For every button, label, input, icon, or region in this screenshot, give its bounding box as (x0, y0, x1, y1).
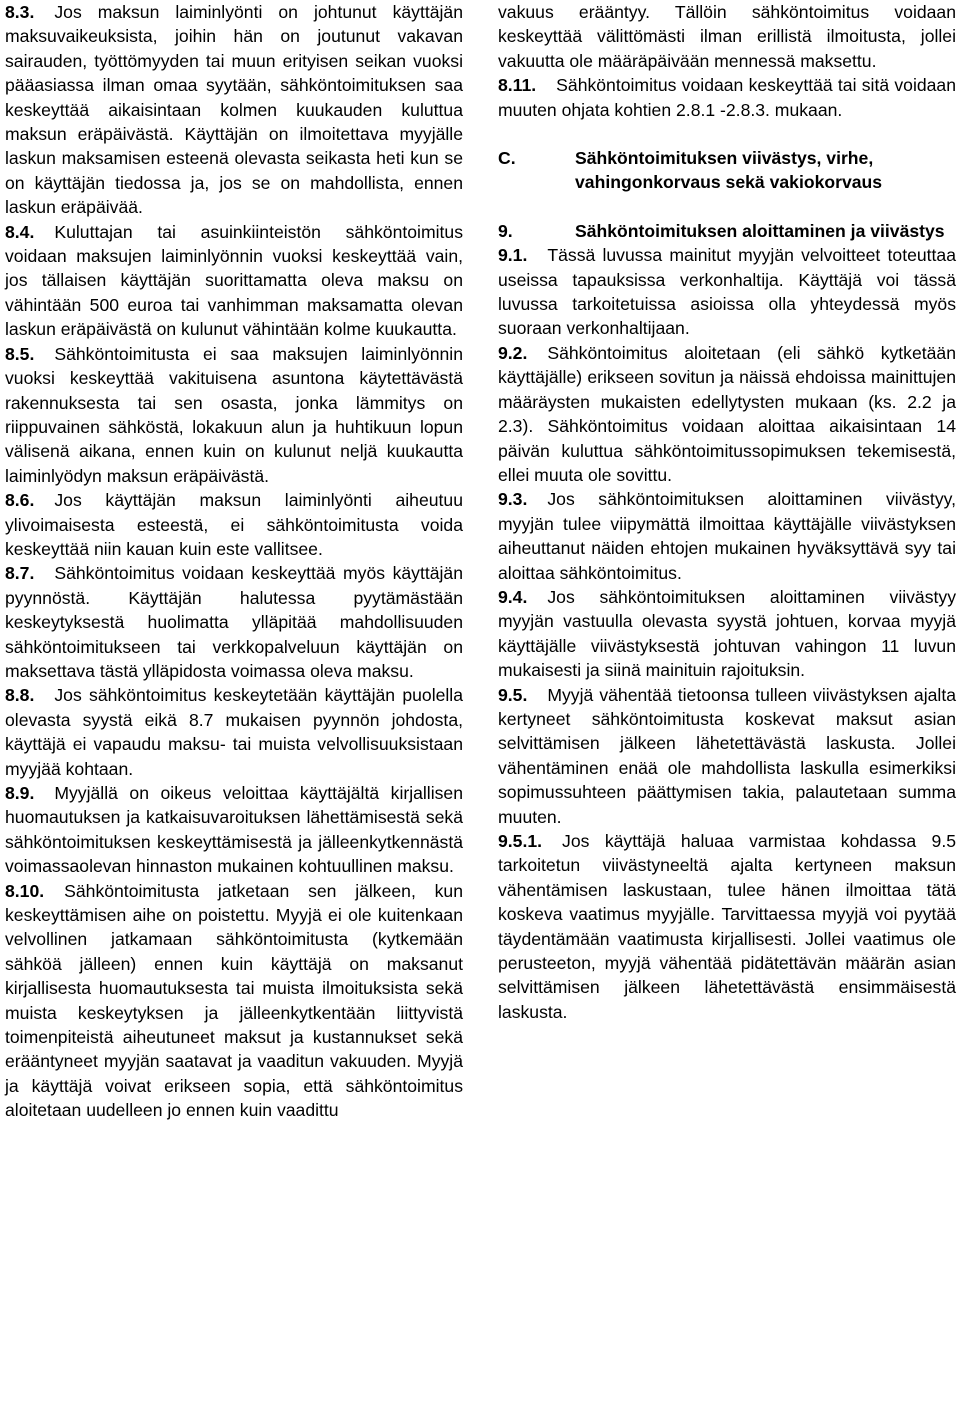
paragraph-8-11 (498, 73, 956, 122)
paragraph-9-5-1 (498, 829, 956, 1024)
section-heading-c (498, 146, 956, 195)
paragraph-text: Myyjä vähentää tietoonsa tulleen viivästyksen ajalta kertyneet sähköntoimitusta koskevat maksut asian selvittämisen jälkeen lähetettävästä laskusta. Jollei vähentäminen enää ole mahdollista laskulla esimerkiksi sopimussuhteen päättymisen takia, palautetaan summa muuten. (498, 684, 956, 827)
paragraph-number: 8.5. (5, 343, 35, 364)
paragraph-number: 9.2. (498, 342, 528, 363)
paragraph-text: Jos sähköntoimituksen aloittaminen viivästyy myyjän vastuulla olevasta syystä johtuen, korvaa myyjä käyttäjälle viivästyksestä johtuvan vahingon 11 luvun mukaisesti ja siinä mainituin rajoituksin. (498, 586, 956, 681)
paragraph-9-4 (498, 585, 956, 683)
paragraph-text: Sähköntoimitus voidaan keskeyttää tai sitä voidaan muuten ohjata kohtien 2.8.1 -2.8.3. mukaan. (498, 75, 956, 120)
paragraph-number: 9.3. (498, 489, 528, 510)
paragraph-number: 8.8. (5, 685, 35, 706)
continuation-text: vakuus erääntyy. Tällöin sähköntoimitus voidaan keskeyttää välittömästi ilman erillistä ilmoitusta, jollei vakuutta ole määräpäivään mennessä maksettu. (498, 2, 956, 71)
paragraph-8-10 (5, 879, 463, 1123)
chapter-title: Sähköntoimituksen aloittaminen ja viivästys (575, 220, 945, 241)
paragraph-text: Tässä luvussa mainitut myyjän velvoitteet toteuttaa useissa tapauksissa verkonhaltija. Käyttäjä voi tässä luvussa tarkoitetuissa asioissa olla yhteydessä myös suoraan verkonhaltijaan. (498, 245, 956, 339)
paragraph-9-1 (498, 243, 956, 341)
paragraph-text: Sähköntoimitusta ei saa maksujen laiminlyönnin vuoksi keskeyttää vakituisena asuntona käytettävästä rakennuksesta tai sen osasta, jonka lämmitys on riippuvainen sähköstä, lokakuun alun ja huhtikuun lopun välisenä aikana, ennen kuin on kulunut neljä kuukautta laiminlyödyn maksun eräpäivästä. (5, 343, 463, 486)
paragraph-8-9 (5, 781, 463, 879)
chapter-number: 9. (498, 220, 513, 241)
paragraph-number: 9.4. (498, 586, 528, 607)
chapter-heading-9 (498, 219, 956, 243)
paragraph-number: 9.1. (498, 245, 528, 266)
paragraph-9-3 (498, 487, 956, 585)
paragraph-number: 8.4. (5, 221, 35, 242)
paragraph-8-3 (5, 0, 463, 220)
section-title: Sähköntoimituksen viivästys, virhe, vahingonkorvaus sekä vakiokorvaus (575, 148, 883, 193)
paragraph-number: 8.7. (5, 563, 35, 584)
paragraph-9-5 (498, 683, 956, 829)
paragraph-text: Jos sähköntoimituksen aloittaminen viivästyy, myyjän tulee viipymättä ilmoittaa käyttäjälle viivästyksen aiheuttanut näiden ehtojen mukainen hyväksyttävä syy tai aloittaa sähköntoimitus. (498, 489, 956, 583)
left-column (5, 0, 463, 1123)
paragraph-text: Kuluttajan tai asuinkiinteistön sähköntoimitus voidaan maksujen laiminlyönnin vuoksi keskeyttää vain, jos tällaisen käyttäjän suorittamatta oleva maksu on vähintään 500 euroa tai vanhimman maksamatta olevan laskun eräpäivästä on kulunut vähintään kolme kuukautta. (5, 221, 463, 340)
paragraph-text: Jos maksun laiminlyönti on johtunut käyttäjän maksuvaikeuksista, joihin hän on joutunut vakavan sairauden, työttömyyden tai muun erityisen seikan vuoksi pääasiassa ilman omaa syytään, sähköntoimituksen saa keskeyttää aikaisintaan kolmen kuukauden kuluttua maksun eräpäivästä. Käyttäjän on ilmoitettava myyjälle laskun maksamisen esteenä olevasta seikasta heti kun se on käyttäjän tiedossa ja, jos se on mahdollista, ennen laskun eräpäivää. (5, 2, 463, 218)
paragraph-number: 8.11. (498, 75, 537, 96)
paragraph-text: Jos käyttäjä haluaa varmistaa kohdassa 9.5 tarkoitetun viivästyneeltä ajalta kertyneen maksun vähentämisen laskustaan, tulee hänen ilmoittaa tätä koskeva vaatimus myyjälle. Tarvittaessa myyjä voi pyytää täydentämään vaatimusta kirjallisesti. Jollei vaatimus ole perusteeton, myyjä vähentää pidätettävän määrän asian selvittämisen jälkeen lähetettävästä ensimmäisestä laskusta. (498, 831, 956, 1022)
paragraph-9-2 (498, 341, 956, 487)
paragraph-8-6 (5, 488, 463, 561)
paragraph-number: 8.3. (5, 2, 35, 22)
paragraph-number: 9.5. (498, 684, 528, 705)
right-column (498, 0, 956, 1024)
paragraph-number: 9.5.1. (498, 831, 543, 851)
paragraph-text: Jos sähköntoimitus keskeytetään käyttäjän puolella olevasta syystä eikä 8.7 mukaisen pyynnön johdosta, käyttäjä ei vapaudu maksu- tai muista velvollisuuksistaan myyjää kohtaan. (5, 685, 463, 779)
paragraph-number: 8.6. (5, 490, 35, 511)
paragraph-number: 8.9. (5, 783, 35, 803)
paragraph-text: Jos käyttäjän maksun laiminlyönti aiheutuu ylivoimaisesta esteestä, ei sähköntoimitusta voida keskeyttää niin kauan kuin este vallitsee. (5, 490, 463, 559)
paragraph-text: Sähköntoimitus voidaan keskeyttää myös käyttäjän pyynnöstä. Käyttäjän halutessa pyytämästään keskeytyksestä huolimatta ylläpitää mahdollisuuden sähköntoimitukseen tai verkkopalveluun käyttäjän on maksettava tästä ylläpidosta voimassa oleva maksu. (5, 563, 463, 681)
paragraph-8-5 (5, 342, 463, 488)
paragraph-text: Myyjällä on oikeus veloittaa käyttäjältä kirjallisen huomautuksen ja katkaisuvaroituksen lähettämisestä sekä sähköntoimituksen keskeyttämisestä ja jälleenkytkennästä voimassaolevan hinnaston mukainen kohtuullinen maksu. (5, 783, 463, 877)
paragraph-8-8 (5, 683, 463, 781)
paragraph-text: Sähköntoimitusta jatketaan sen jälkeen, kun keskeyttämisen aihe on poistettu. Myyjä ei ole kuitenkaan velvollinen jatkamaan sähköntoimitusta (kytkemään sähköä jälleen) ennen kuin käyttäjä on maksanut kirjallisesta huomautuksesta tai muista ilmoituksista sekä muista keskeytyksen ja jälleenkytkentään liittyvistä toimenpiteistä aiheutuneet maksut ja kustannukset sekä erääntyneet myyjän saatavat ja vaaditun vakuuden. Myyjä ja käyttäjä voivat erikseen sopia, että sähköntoimitus aloitetaan uudelleen jo ennen kuin vaadittu (5, 880, 463, 1121)
paragraph-number: 8.10. (5, 880, 45, 901)
section-number: C. (498, 148, 516, 169)
paragraph-8-7 (5, 561, 463, 683)
paragraph-8-4 (5, 220, 463, 342)
paragraph-text: Sähköntoimitus aloitetaan (eli sähkö kytketään käyttäjälle) erikseen sovitun ja näissä ehdoissa mainittujen määräysten mukaisten edellytysten mukaan (ks. 2.2 ja 2.3). Sähköntoimitus voidaan aloittaa aikaisintaan 14 päivän kuluttua sähköntoimitussopimuksen tekemisestä, ellei muuta ole sovittu. (498, 342, 956, 485)
